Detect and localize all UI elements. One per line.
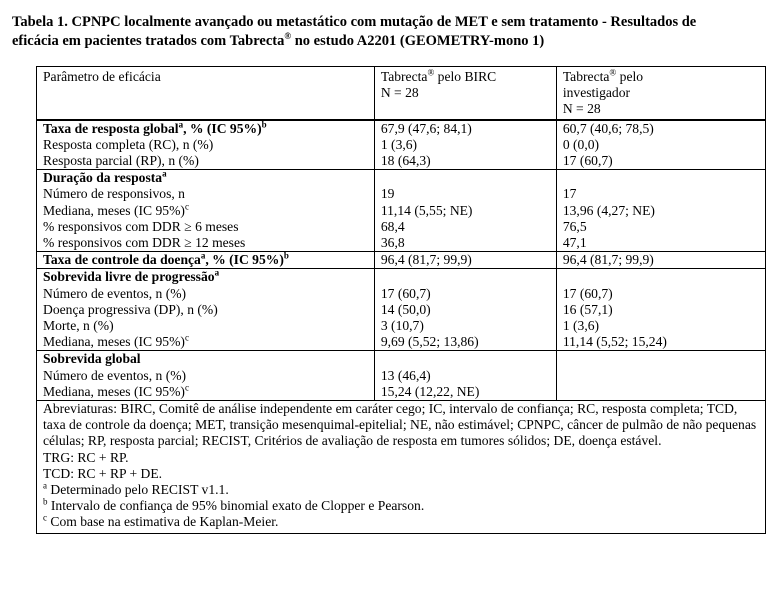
table-row bbox=[37, 302, 766, 318]
empty-cell bbox=[556, 351, 765, 368]
inv-cell: 17 (60,7) bbox=[556, 153, 765, 170]
inv-cell: 76,5 bbox=[556, 219, 765, 235]
header-investigator: Tabrecta® pelo investigador N = 28 bbox=[556, 67, 765, 120]
table-row bbox=[37, 351, 766, 368]
birc-cell: 18 (64,3) bbox=[374, 153, 556, 170]
section-os-label: Sobrevida global bbox=[37, 351, 375, 368]
table-row bbox=[37, 334, 766, 351]
birc-cell: 15,24 (12,22, NE) bbox=[374, 384, 556, 401]
footnote-a: $^a$ Determinado pelo RECIST v1.1. bbox=[43, 480, 229, 498]
birc-cell: 13 (46,4) bbox=[374, 368, 556, 384]
empty-cell bbox=[556, 269, 765, 286]
footnote-b: $^b$ Intervalo de confiança de 95% binomial exato de Clopper e Pearson. bbox=[43, 496, 425, 514]
empty-cell bbox=[374, 269, 556, 286]
row-label: Morte, n (%) bbox=[37, 318, 375, 334]
footnote-c: $^c$ Com base na estimativa de Kaplan-Meier. bbox=[43, 512, 279, 530]
row-label: Mediana, meses (IC 95%)$^c$ bbox=[37, 384, 375, 401]
table-row bbox=[37, 318, 766, 334]
birc-cell: 68,4 bbox=[374, 219, 556, 235]
orr-inv-value: 60,7 (40,6; 78,5) bbox=[556, 120, 765, 137]
dcr-birc-value: 96,4 (81,7; 99,9) bbox=[374, 252, 556, 269]
row-label: Resposta completa (RC), n (%) bbox=[37, 137, 375, 153]
footnote-trg: TRG: RC + RP. bbox=[43, 449, 129, 465]
table-row bbox=[37, 170, 766, 187]
inv-cell: 13,96 (4,27; NE) bbox=[556, 203, 765, 219]
empty-cell bbox=[374, 170, 556, 187]
table-header-row bbox=[37, 67, 766, 120]
table-row bbox=[37, 153, 766, 170]
row-label: Resposta parcial (RP), n (%) bbox=[37, 153, 375, 170]
row-label: Doença progressiva (DP), n (%) bbox=[37, 302, 375, 318]
birc-cell: 19 bbox=[374, 186, 556, 202]
table-row bbox=[37, 235, 766, 252]
inv-cell: 1 (3,6) bbox=[556, 318, 765, 334]
inv-cell: 11,14 (5,52; 15,24) bbox=[556, 334, 765, 351]
empty-cell bbox=[556, 384, 765, 401]
empty-cell bbox=[556, 368, 765, 384]
table-title bbox=[12, 13, 772, 51]
table-row bbox=[37, 269, 766, 286]
table-row bbox=[37, 368, 766, 384]
table-title-line2: eficácia em pacientes tratados com Tabrecta bbox=[12, 33, 285, 49]
section-dor-label: Duração da resposta$^a$ bbox=[37, 170, 375, 187]
inv-cell: 16 (57,1) bbox=[556, 302, 765, 318]
section-dcr-label: Taxa de controle da doença$^a$, % (IC 95%)$^b$ bbox=[37, 252, 375, 269]
birc-cell: 14 (50,0) bbox=[374, 302, 556, 318]
birc-cell: 9,69 (5,52; 13,86) bbox=[374, 334, 556, 351]
table-row bbox=[37, 384, 766, 401]
table-title-line1: Tabela 1. CPNPC localmente avançado ou metastático com mutação de MET e sem tratamento - Resultados de bbox=[12, 14, 697, 30]
inv-cell: 0 (0,0) bbox=[556, 137, 765, 153]
header-parameter: Parâmetro de eficácia bbox=[37, 67, 375, 120]
empty-cell bbox=[556, 170, 765, 187]
table-row bbox=[37, 186, 766, 202]
footnote-tcd: TCD: RC + RP + DE. bbox=[43, 465, 163, 481]
dcr-inv-value: 96,4 (81,7; 99,9) bbox=[556, 252, 765, 269]
row-label: % responsivos com DDR ≥ 6 meses bbox=[37, 219, 375, 235]
row-label: % responsivos com DDR ≥ 12 meses bbox=[37, 235, 375, 252]
birc-cell: 36,8 bbox=[374, 235, 556, 252]
row-label: Mediana, meses (IC 95%)$^c$ bbox=[37, 334, 375, 351]
orr-birc-value: 67,9 (47,6; 84,1) bbox=[374, 120, 556, 137]
footnotes-row bbox=[37, 401, 766, 534]
table-row bbox=[37, 203, 766, 219]
table-row bbox=[37, 286, 766, 302]
birc-cell: 17 (60,7) bbox=[374, 286, 556, 302]
birc-cell: 11,14 (5,55; NE) bbox=[374, 203, 556, 219]
section-orr-label: Taxa de resposta global$^a$, % (IC 95%)$^b$ bbox=[37, 120, 375, 137]
footnotes bbox=[37, 401, 766, 534]
table-row bbox=[37, 120, 766, 137]
registered-mark: ® bbox=[284, 31, 292, 42]
birc-cell: 3 (10,7) bbox=[374, 318, 556, 334]
table-title-line2-end: no estudo A2201 (GEOMETRY-mono 1) bbox=[291, 33, 545, 49]
row-label: Número de eventos, n (%) bbox=[37, 368, 375, 384]
row-label: Número de responsivos, n bbox=[37, 186, 375, 202]
table-row bbox=[37, 219, 766, 235]
table-row bbox=[37, 137, 766, 153]
inv-cell: 17 (60,7) bbox=[556, 286, 765, 302]
inv-cell: 17 bbox=[556, 186, 765, 202]
header-birc: Tabrecta® pelo BIRC N = 28 bbox=[374, 67, 556, 120]
efficacy-table bbox=[36, 66, 766, 534]
row-label: Número de eventos, n (%) bbox=[37, 286, 375, 302]
row-label: Mediana, meses (IC 95%)$^c$ bbox=[37, 203, 375, 219]
birc-cell: 1 (3,6) bbox=[374, 137, 556, 153]
footnote-abbreviations: Abreviaturas: BIRC, Comitê de análise independente em caráter cego; IC, intervalo de confiança; RC, resposta completa; TCD, taxa de controle da doença; MET, transição mesenquimal-epitelial; NE, não estimável; CPNPC, câncer de pulmão de não pequenas células; RP, resposta parcial; RECIST, Critérios de avaliação de resposta em tumores sólidos; DE, doença estável. bbox=[43, 401, 757, 449]
section-pfs-label: Sobrevida livre de progressão$^a$ bbox=[37, 269, 375, 286]
empty-cell bbox=[374, 351, 556, 368]
inv-cell: 47,1 bbox=[556, 235, 765, 252]
table-row bbox=[37, 252, 766, 269]
